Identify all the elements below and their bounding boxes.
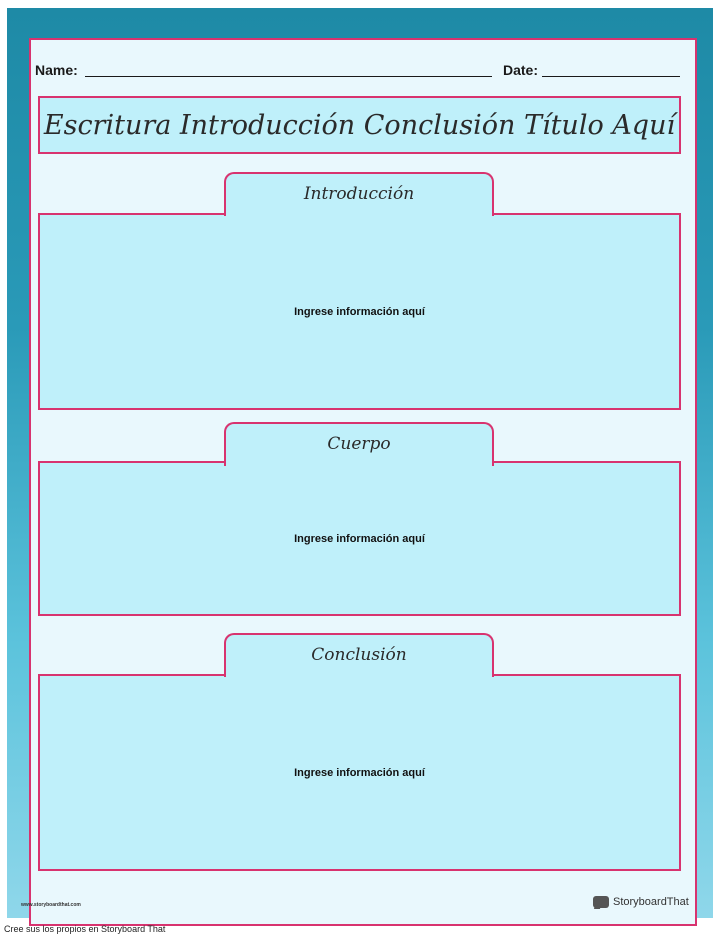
brand-name: StoryboardThat: [613, 896, 689, 908]
section-box-introduccion: [38, 213, 681, 410]
section-body-text: Ingrese información aquí: [294, 766, 425, 779]
section-tab-conclusion: Conclusión: [224, 633, 494, 677]
section-body-text: Ingrese información aquí: [294, 305, 425, 318]
name-date-row: [35, 60, 685, 80]
section-tab-introduccion: Introducción: [224, 172, 494, 216]
section-box-conclusion: [38, 674, 681, 871]
section-box-cuerpo: [38, 461, 681, 616]
name-label: Name:: [35, 62, 78, 78]
section-tab-cuerpo: Cuerpo: [224, 422, 494, 466]
name-line: [85, 76, 492, 77]
section-body-text: Ingrese información aquí: [294, 532, 425, 545]
date-line: [542, 76, 680, 77]
worksheet-title: Escritura Introducción Conclusión Título Aquí: [38, 96, 681, 154]
caption-text: Cree sus los propios en Storyboard That: [4, 924, 166, 934]
speech-bubble-icon: [593, 896, 609, 908]
date-label: Date:: [503, 62, 539, 78]
storyboardthat-logo: [593, 894, 689, 910]
footer-url: www.storyboardthat.com: [21, 902, 81, 908]
